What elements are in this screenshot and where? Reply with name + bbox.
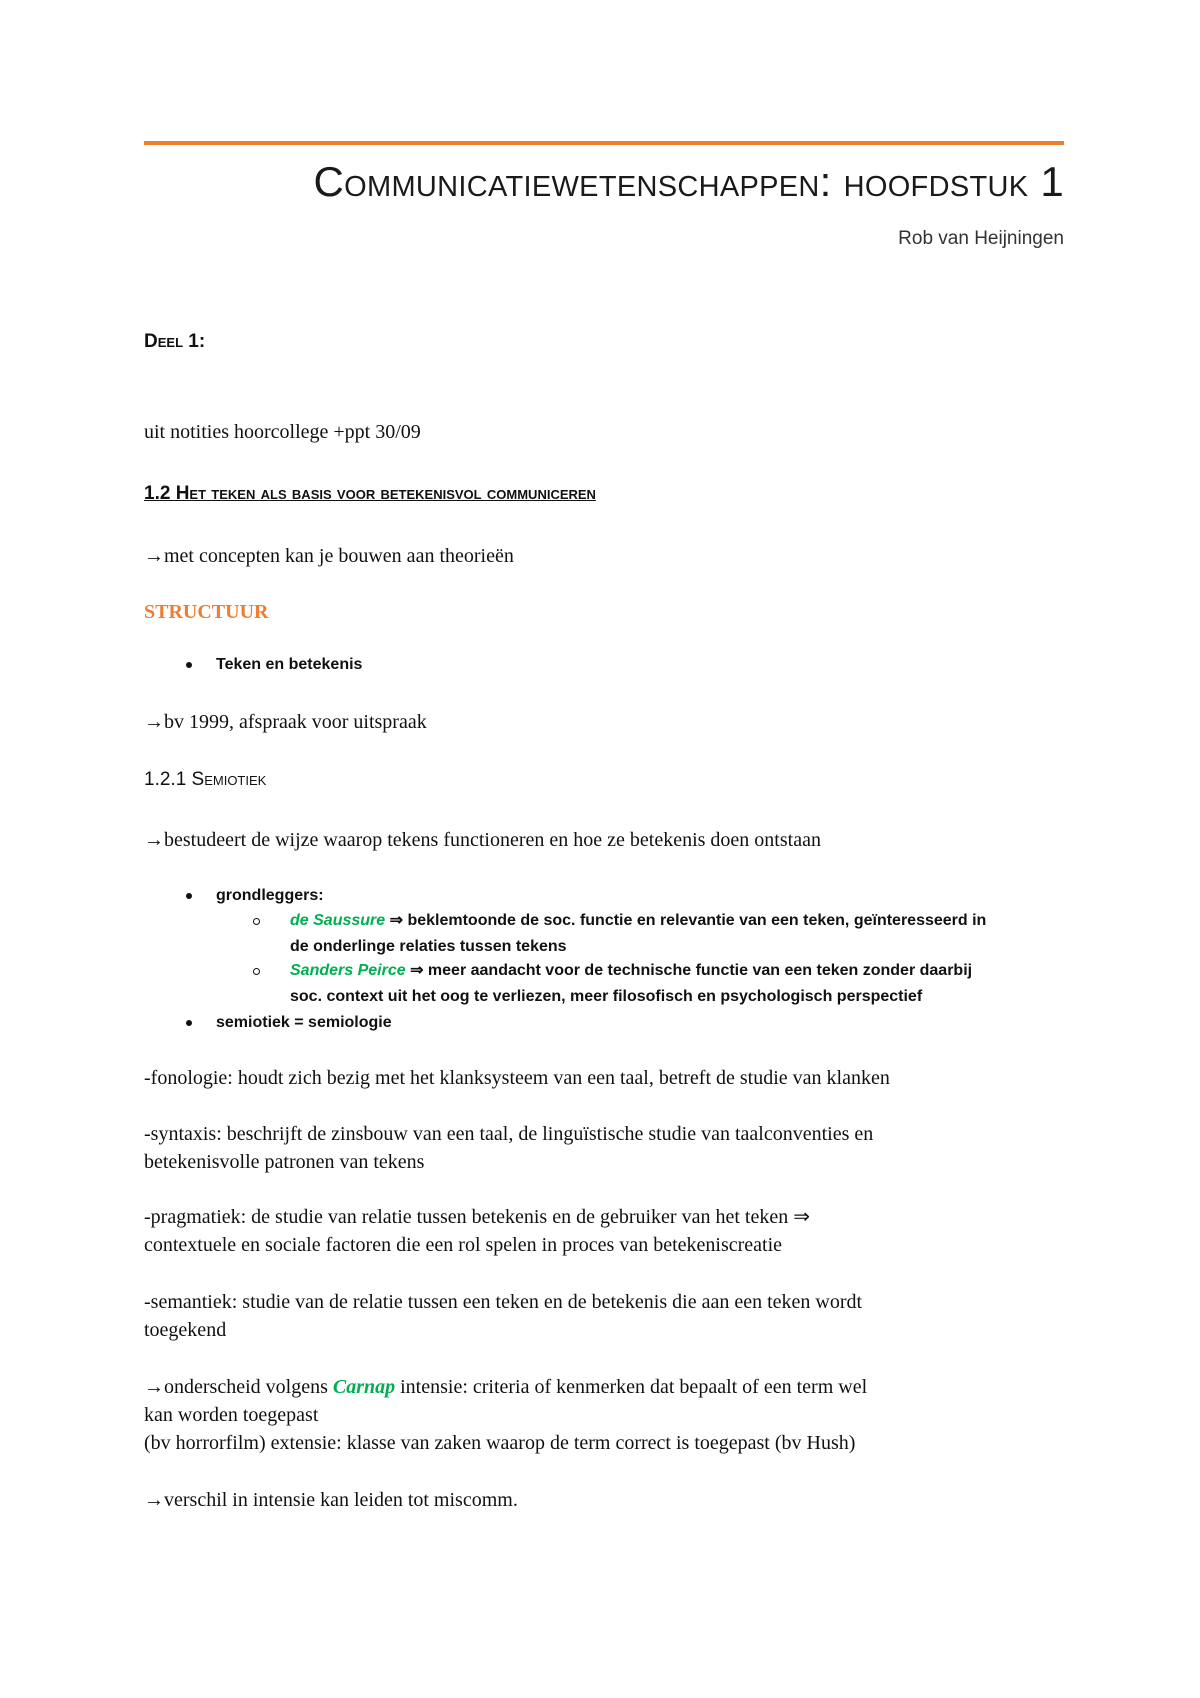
- carnap-pre: →onderscheid volgens: [144, 1376, 333, 1398]
- semantiek-line-2: toegekend: [144, 1319, 227, 1341]
- bv1999-line: →bv 1999, afspraak voor uitspraak: [144, 711, 427, 733]
- peirce-text: ⇒ meer aandacht voor de technische functie van een teken zonder daarbij: [405, 962, 973, 979]
- carnap-line-2: kan worden toegepast: [144, 1404, 319, 1426]
- syntaxis-line-1: -syntaxis: beschrijft de zinsbouw van een taal, de linguïstische studie van taalconventies en: [144, 1123, 874, 1145]
- saussure-item: [290, 908, 1070, 934]
- carnap-line-3: (bv horrorfilm) extensie: klasse van zaken waarop de term correct is toegepast (bv Hush): [144, 1432, 856, 1454]
- carnap-post: intensie: criteria of kenmerken dat bepaalt of een term wel: [395, 1376, 868, 1398]
- document-title: Communicatiewetenschappen: hoofdstuk 1: [313, 158, 1064, 205]
- concepts-line: →met concepten kan je bouwen aan theorieën: [144, 545, 514, 567]
- circle-bullet-icon: [253, 968, 260, 975]
- syntaxis-line-2: betekenisvolle patronen van tekens: [144, 1151, 425, 1173]
- part-heading: Deel 1:: [144, 331, 206, 352]
- verschil-line: →verschil in intensie kan leiden tot miscomm.: [144, 1489, 518, 1511]
- fonologie-line: -fonologie: houdt zich bezig met het klanksysteem van een taal, betreft de studie van klanken: [144, 1067, 890, 1089]
- peirce-name: Sanders Peirce: [290, 962, 406, 979]
- bullet-grondleggers: grondleggers:: [216, 887, 324, 904]
- carnap-line-1: [144, 1373, 1064, 1401]
- structuur-heading: STRUCTUUR: [144, 601, 269, 623]
- bullet-icon: [186, 1020, 192, 1026]
- bullet-icon: [186, 662, 192, 668]
- bullet-semiotiek: semiotiek = semiologie: [216, 1014, 392, 1031]
- subsection-heading: 1.2.1 Semiotiek: [144, 769, 267, 790]
- saussure-text: ⇒ beklemtoonde de soc. functie en relevantie van een teken, geïnteresseerd in: [385, 912, 987, 929]
- saussure-name: de Saussure: [290, 912, 386, 929]
- peirce-text-cont: soc. context uit het oog te verliezen, meer filosofisch en psychologisch perspectief: [290, 988, 923, 1005]
- bullet-icon: [186, 893, 192, 899]
- circle-bullet-icon: [253, 918, 260, 925]
- pragmatiek-line-2: contextuele en sociale factoren die een rol spelen in proces van betekeniscreatie: [144, 1234, 783, 1256]
- carnap-name: Carnap: [332, 1376, 396, 1398]
- pragmatiek-line-1: -pragmatiek: de studie van relatie tussen betekenis en de gebruiker van het teken ⇒: [144, 1206, 810, 1228]
- saussure-text-cont: de onderlinge relaties tussen tekens: [290, 938, 567, 955]
- header-rule: [144, 141, 1064, 145]
- source-note: uit notities hoorcollege +ppt 30/09: [144, 421, 421, 443]
- section-heading: 1.2 Het teken als basis voor betekenisvol communiceren: [144, 483, 596, 504]
- semantiek-line-1: -semantiek: studie van de relatie tussen een teken en de betekenis die aan een teken wordt: [144, 1291, 863, 1313]
- author-name: Rob van Heijningen: [898, 228, 1064, 249]
- bullet-teken: Teken en betekenis: [216, 656, 363, 673]
- peirce-item: [290, 958, 1070, 984]
- bestudeert-line: →bestudeert de wijze waarop tekens functioneren en hoe ze betekenis doen ontstaan: [144, 829, 821, 851]
